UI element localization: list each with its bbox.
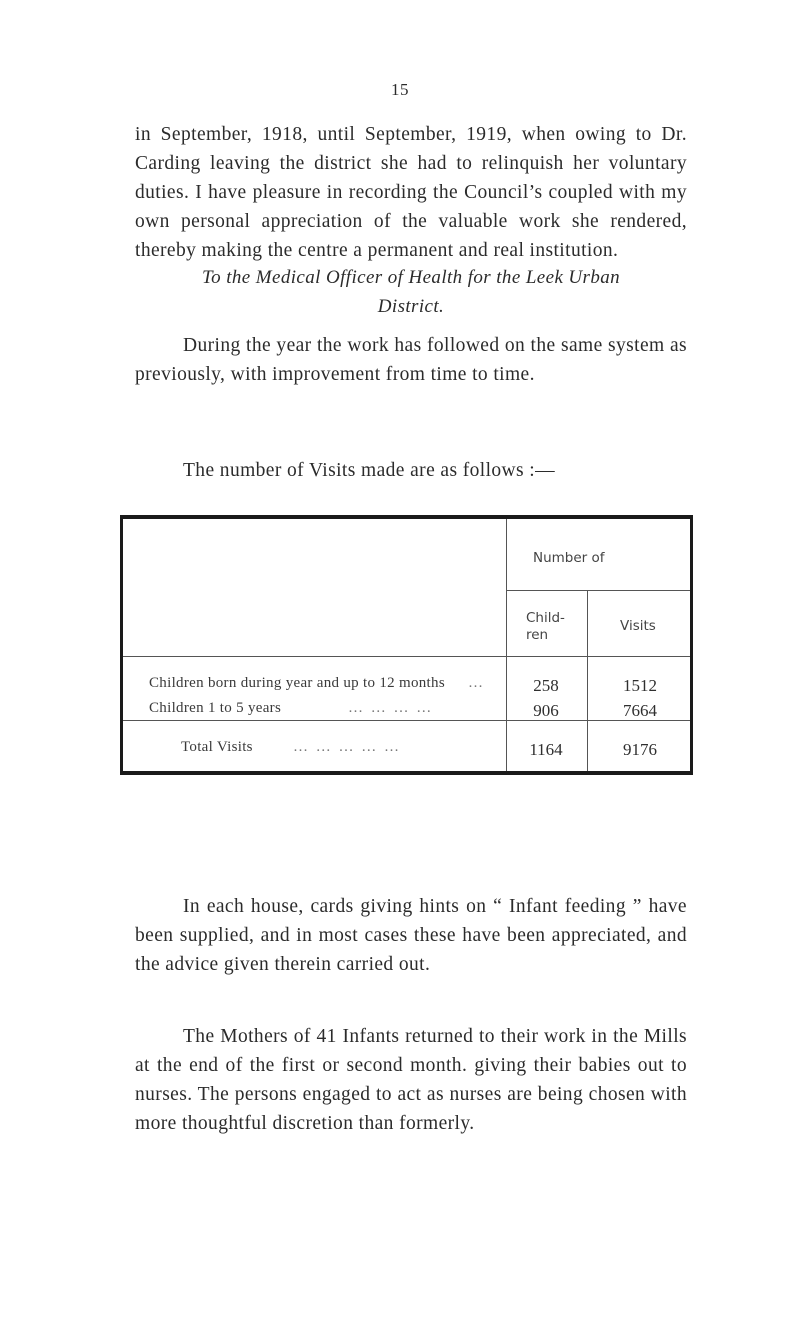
- section-heading: [135, 263, 687, 321]
- table-rule-under-group: [506, 590, 690, 591]
- table-divider-children-col: [587, 590, 588, 771]
- cell-children-1-5-children: 906: [533, 701, 559, 720]
- header-number-of: Number of: [533, 550, 605, 566]
- row-dots-infants: …: [468, 675, 485, 691]
- paragraph-mothers-returned: The Mothers of 41 Infants returned to their work in the Mills at the end of the first or second month. giving their babies out to nurses. The persons engaged to act as nurses are being chosen with more thoughtful discretion than formerly.: [135, 1026, 687, 1134]
- header-children-line-1: Child-: [526, 610, 565, 626]
- cell-infants-visits: 1512: [623, 676, 657, 695]
- row-dots-total: … … … … …: [293, 739, 401, 755]
- page-number: 15: [391, 80, 409, 99]
- header-visits: Visits: [620, 618, 656, 634]
- table-divider-label-col: [506, 519, 507, 771]
- paragraph-intro: in September, 1918, until September, 1919, when owing to Dr. Carding leaving the district she had to relinquish her voluntary duties. I have pleasure in recording the Council’s coupled with my own personal appreciation of the valuable work she rendered, thereby making the centre a permanent and real institution.: [135, 124, 687, 261]
- section-heading-line-1: To the Medical Officer of Health for the Leek Urban: [201, 267, 621, 288]
- table-rule-under-header: [123, 656, 690, 657]
- paragraph-infant-feeding-cards: In each house, cards giving hints on “ Infant feeding ” have been supplied, and in most cases these have been appreciated, and the advice given therein carried out.: [135, 896, 687, 975]
- header-children-line-2: ren: [526, 627, 549, 643]
- row-label-children-1-5: Children 1 to 5 years: [149, 700, 282, 716]
- cell-total-visits: 9176: [623, 740, 657, 759]
- row-label-total: Total Visits: [181, 739, 253, 755]
- cell-infants-children: 258: [533, 676, 559, 695]
- cell-children-1-5-visits: 7664: [623, 701, 657, 720]
- visits-table: [120, 515, 693, 775]
- section-heading-line-2: District.: [377, 296, 445, 317]
- cell-total-children: 1164: [529, 740, 563, 759]
- row-label-infants: Children born during year and up to 12 months: [149, 675, 445, 691]
- row-dots-children-1-5: … … … …: [348, 700, 434, 716]
- paragraph-visits-intro: The number of Visits made are as follows :—: [183, 460, 556, 481]
- paragraph-work-system: During the year the work has followed on the same system as previously, with improvement from time to time.: [135, 335, 687, 385]
